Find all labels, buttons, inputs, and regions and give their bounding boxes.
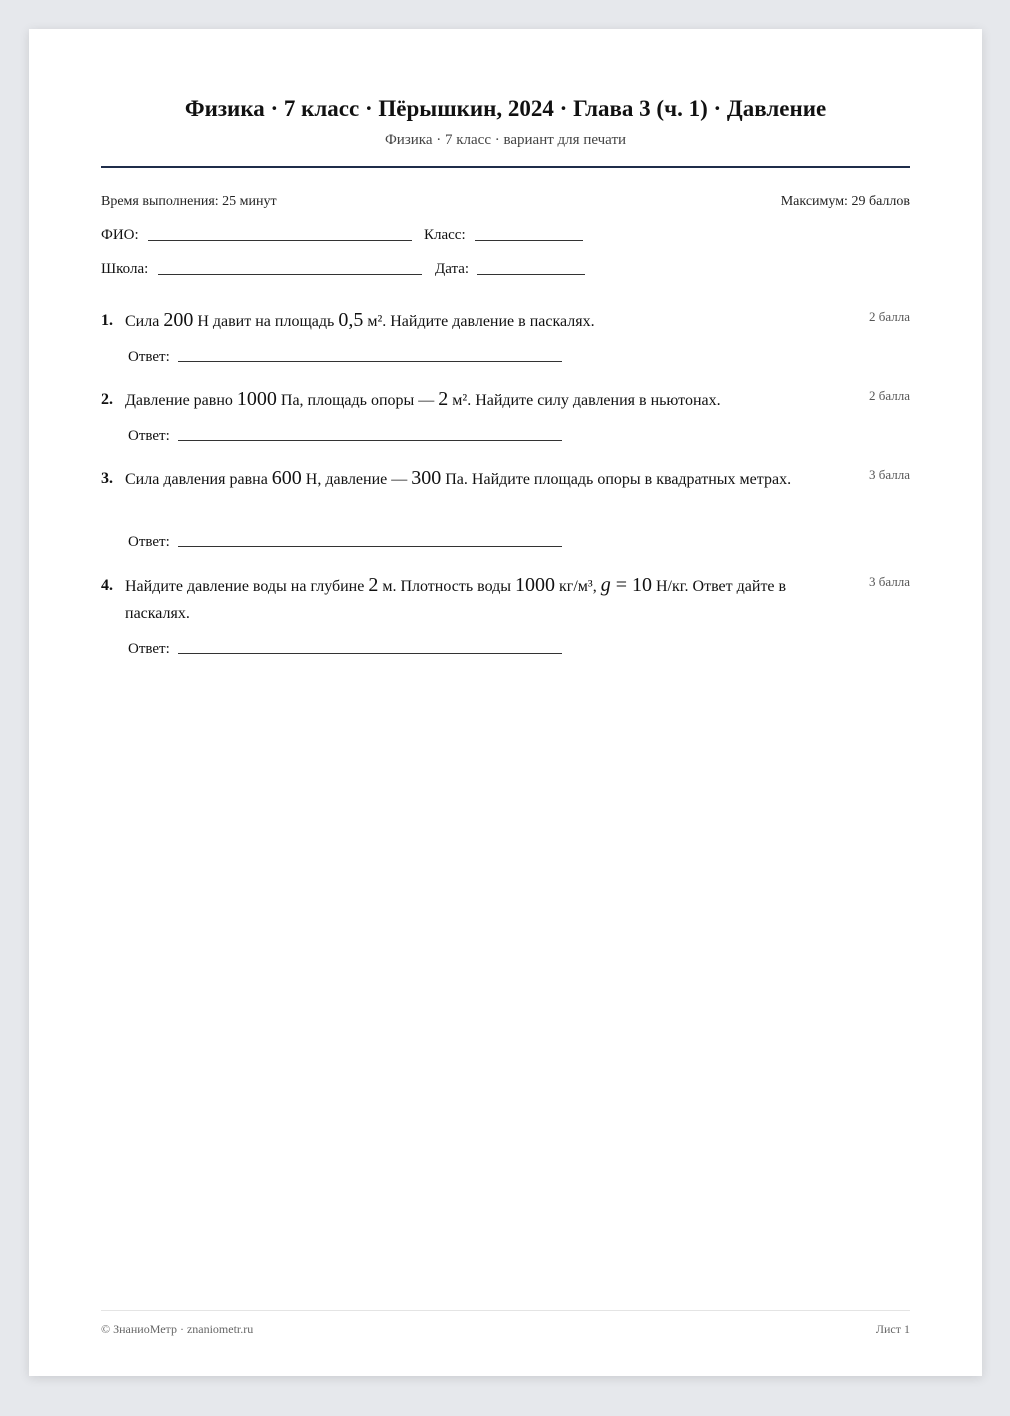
max-score: Максимум: 29 баллов	[780, 194, 910, 209]
question-number: 2.	[101, 391, 113, 408]
answer-field-3[interactable]	[178, 546, 562, 547]
class-label: Класс:	[424, 227, 466, 243]
question-text: Сила 200 Н давит на площадь 0,5 м². Найдите давление в паскалях.	[125, 309, 595, 331]
question-points: 3 балла	[869, 574, 910, 589]
answer-field-1[interactable]	[178, 361, 562, 362]
question-text: Давление равно 1000 Па, площадь опоры — 2 м². Найдите силу давления в ньютонах.	[125, 388, 721, 410]
school-field[interactable]	[158, 274, 422, 275]
answer-field-2[interactable]	[178, 440, 562, 441]
answer-field-4[interactable]	[178, 653, 562, 654]
question-points: 3 балла	[869, 467, 910, 482]
date-field[interactable]	[477, 274, 585, 275]
fio-label: ФИО:	[101, 227, 139, 243]
question-number: 1.	[101, 312, 113, 329]
class-field[interactable]	[475, 240, 583, 241]
worksheet-page	[29, 29, 982, 1376]
answer-label: Ответ:	[128, 428, 170, 444]
answer-label: Ответ:	[128, 349, 170, 365]
header-divider	[101, 166, 910, 168]
school-label: Школа:	[101, 261, 149, 277]
footer-divider	[101, 1310, 910, 1311]
answer-label: Ответ:	[128, 534, 170, 550]
question-number: 4.	[101, 577, 113, 594]
page-number: Лист 1	[875, 1322, 910, 1336]
page-subtitle: Физика · 7 класс · вариант для печати	[384, 132, 627, 148]
date-label: Дата:	[435, 261, 470, 277]
question-text: Сила давления равна 600 Н, давление — 300 Па. Найдите площадь опоры в квадратных метрах.	[125, 467, 792, 489]
answer-label: Ответ:	[128, 641, 170, 657]
page-title: Физика · 7 класс · Пёрышкин, 2024 · Глава 3 (ч. 1) · Давление	[184, 96, 827, 121]
question-points: 2 балла	[869, 388, 910, 403]
time-limit: Время выполнения: 25 минут	[101, 194, 277, 209]
question-number: 3.	[101, 470, 113, 487]
question-points: 2 балла	[869, 309, 910, 324]
footer-copyright: © ЗнаниоМетр · znaniometr.ru	[101, 1322, 254, 1336]
fio-field[interactable]	[148, 240, 412, 241]
question-text: Найдите давление воды на глубине 2 м. Плотность воды 1000 кг/м³, g = 10 Н/кг. Ответ дайте в паскалях.	[125, 574, 787, 622]
